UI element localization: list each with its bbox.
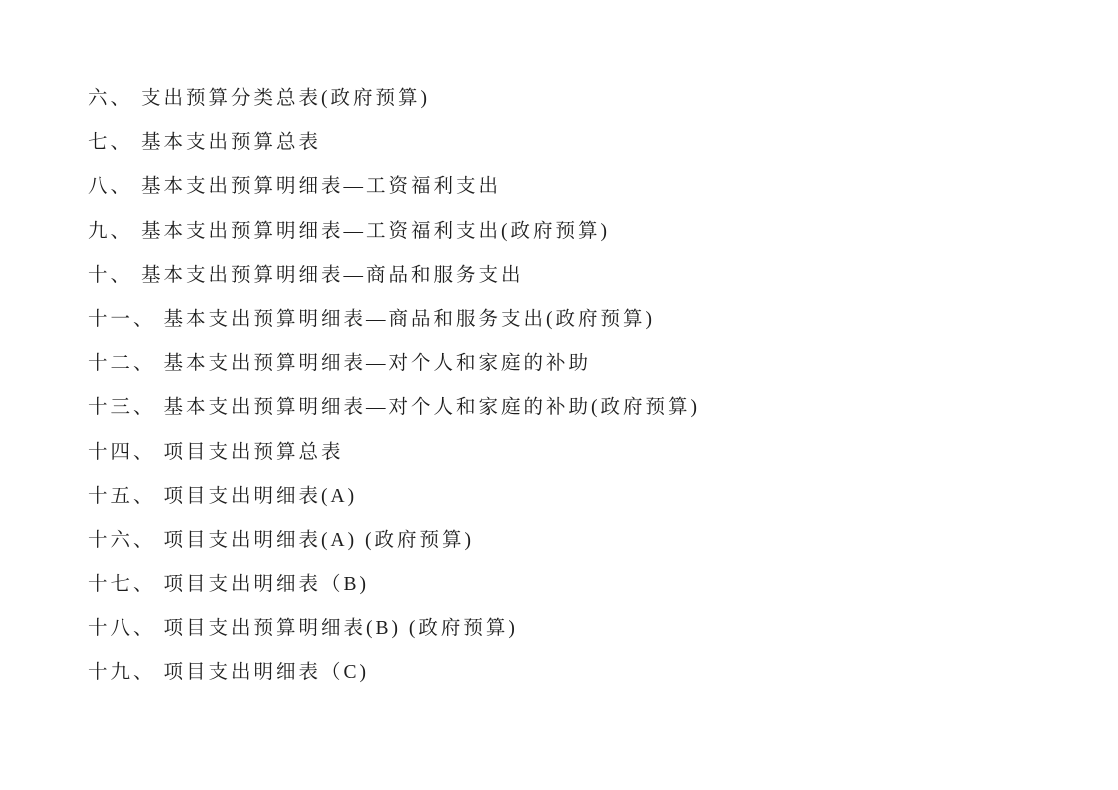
toc-item (88, 165, 1118, 209)
toc-item-number: 十三、 (88, 397, 156, 419)
toc-item-title: 基本支出预算明细表—商品和服务支出(政府预算) (163, 308, 656, 330)
toc-item (88, 342, 1118, 386)
toc-item-number: 九、 (88, 220, 134, 242)
toc-item-number: 八、 (88, 176, 134, 198)
toc-item-title: 项目支出明细表（B) (163, 574, 370, 596)
toc-item-title: 基本支出预算明细表—对个人和家庭的补助(政府预算) (163, 397, 701, 419)
toc-item-title: 项目支出预算明细表(B) (政府预算) (163, 618, 518, 640)
toc-item (88, 386, 1118, 430)
toc-item (88, 475, 1118, 519)
toc-item-number: 十、 (88, 264, 134, 286)
toc-item-number: 七、 (88, 132, 134, 154)
toc-item-number: 十一、 (88, 308, 156, 330)
toc-item-title: 基本支出预算明细表—对个人和家庭的补助 (163, 353, 592, 375)
toc-item-title: 项目支出预算总表 (163, 441, 344, 463)
toc-item (88, 298, 1118, 342)
toc-item-title: 基本支出预算总表 (141, 132, 322, 154)
toc-item (88, 563, 1118, 607)
toc-item-number: 十七、 (88, 574, 156, 596)
toc-item (88, 77, 1118, 121)
toc-item (88, 254, 1118, 298)
toc-item (88, 431, 1118, 475)
toc-item-title: 项目支出明细表(A) (163, 485, 358, 507)
toc-item-number: 十二、 (88, 353, 156, 375)
toc-item (88, 607, 1118, 651)
toc-item-number: 十六、 (88, 529, 156, 551)
toc-item-number: 十五、 (88, 485, 156, 507)
toc-item (88, 121, 1118, 165)
toc-item-title: 基本支出预算明细表—工资福利支出 (141, 176, 502, 198)
toc-item (88, 651, 1118, 695)
toc-item (88, 519, 1118, 563)
toc-item (88, 210, 1118, 254)
toc-item-title: 项目支出明细表(A) (政府预算) (163, 529, 474, 551)
toc-item-title: 支出预算分类总表(政府预算) (141, 88, 431, 109)
toc-item-title: 基本支出预算明细表—商品和服务支出 (141, 264, 524, 286)
toc-item-number: 十九、 (88, 662, 156, 684)
toc-item-number: 十八、 (88, 618, 156, 640)
toc-item-number: 十四、 (88, 441, 156, 463)
toc-item-title: 基本支出预算明细表—工资福利支出(政府预算) (141, 220, 611, 242)
toc-item-number: 六、 (88, 88, 134, 109)
toc-item-title: 项目支出明细表（C) (163, 662, 370, 684)
